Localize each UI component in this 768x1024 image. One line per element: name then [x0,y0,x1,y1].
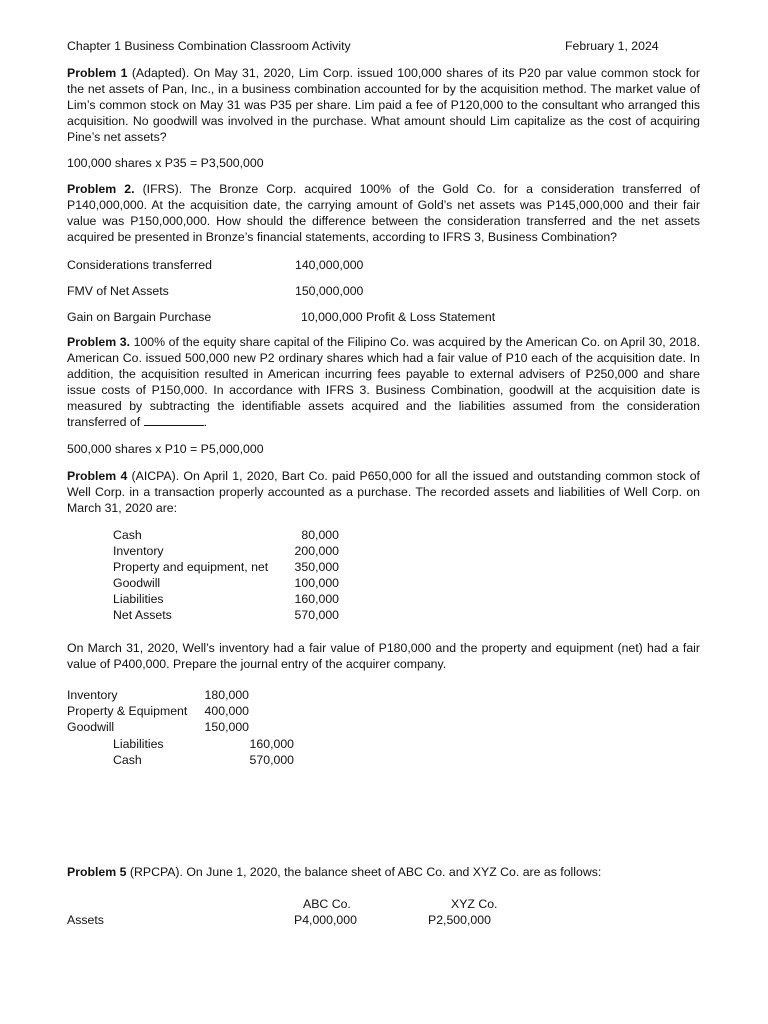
problem-5-text: Problem 5 (RPCPA). On June 1, 2020, the balance sheet of ABC Co. and XYZ Co. are as follows: [67,865,602,879]
credit-label: Cash [113,753,142,767]
credit-value: 160,000 [249,737,294,751]
problem-3-text: Problem 3. 100% of the equity share capital of the Filipino Co. was acquired by the American Co. on April 30, 2018. American Co. issued 500,000 new P2 ordinary shares which had a fair value of P10 each of the acquisition date. In addition, the acquisition resulted in American incurring fees payable to external advisers of P250,000 and share issue costs of P150,000. In accordance with IFRS 3. Business Combination, goodwill at the acquisition date is measured by subtracting the identifiable assets acquired and the liabilities assumed from the consideration transferred of . [67,335,701,429]
problem-2-label: Problem 2. [67,182,135,196]
column-header-abc: ABC Co. [303,897,351,911]
debit-value: 180,000 [204,688,249,702]
problem-1-label: Problem 1 [67,66,128,80]
table-row-label: Property and equipment, net [113,560,269,574]
table-row-value: 160,000 [294,592,339,606]
table-row-value: 350,000 [294,560,339,574]
problem-4-label: Problem 4 [67,469,128,483]
problem-3-answer: 500,000 shares x P10 = P5,000,000 [67,442,264,456]
considerations-label: Considerations transferred [67,258,212,272]
assets-abc-value: P4,000,000 [294,913,357,927]
credit-value: 570,000 [249,753,294,767]
assets-label: Assets [67,913,104,927]
debit-label: Goodwill [67,720,115,734]
table-row-label: Liabilities [113,592,164,606]
debit-value: 150,000 [204,720,249,734]
gain-label: Gain on Bargain Purchase [67,310,212,324]
document-date: February 1, 2024 [565,39,659,53]
assets-xyz-value: P2,500,000 [428,913,491,927]
problem-4-text: Problem 4 (AICPA). On April 1, 2020, Bart Co. paid P650,000 for all the issued and outstanding common stock of Well Corp. in a transaction properly accounted as a purchase. The recorded assets and liabilities of Well Corp. on March 31, 2020 are: [67,469,700,515]
table-row-value: 570,000 [294,608,339,622]
debit-label: Inventory [67,688,118,702]
fmv-label: FMV of Net Assets [67,284,169,298]
column-header-xyz: XYZ Co. [451,897,498,911]
table-row-value: 200,000 [294,544,339,558]
table-row-label: Inventory [113,544,164,558]
fmv-value: 150,000,000 [295,284,364,298]
problem-5-label: Problem 5 [67,865,127,879]
gain-value: 10,000,000 Profit & Loss Statement [301,310,496,324]
debit-label: Property & Equipment [67,704,188,718]
document-title: Chapter 1 Business Combination Classroom Activity [67,39,351,53]
table-row-value: 80,000 [301,528,339,542]
problem-1-text: Problem 1 (Adapted). On May 31, 2020, Lim Corp. issued 100,000 shares of its P20 par value common stock for the net assets of Pan, Inc., in a business combination accounted for by the acquisition method. The market value of Lim’s common stock on May 31 was P35 per share. Lim paid a fee of P120,000 to the consultant who arranged this acquisition. No goodwill was involved in the purchase. What amount should Lim capitalize as the cost of acquiring Pine’s net assets? [67,66,700,144]
credit-label: Liabilities [113,737,164,751]
table-row-label: Net Assets [113,608,172,622]
table-row-value: 100,000 [294,576,339,590]
table-row-label: Cash [113,528,142,542]
considerations-value: 140,000,000 [295,258,364,272]
debit-value: 400,000 [204,704,249,718]
problem-2-text: Problem 2. (IFRS). The Bronze Corp. acquired 100% of the Gold Co. for a consideration transferred of P140,000,000. At the acquisition date, the carrying amount of Gold’s net assets was P145,000,000 and their fair value was P150,000,000. How should the difference between the consideration transferred and the net assets acquired be presented in Bronze’s financial statements, according to IFRS 3, Business Combination? [67,182,701,244]
problem-1-answer: 100,000 shares x P35 = P3,500,000 [67,156,264,170]
table-row-label: Goodwill [113,576,161,590]
answer-blank [144,414,204,426]
problem-3-label: Problem 3. [67,335,131,349]
problem-4-text-2: On March 31, 2020, Well’s inventory had a fair value of P180,000 and the property and equipment (net) had a fair value of P400,000. Prepare the journal entry of the acquirer company. [67,641,700,671]
